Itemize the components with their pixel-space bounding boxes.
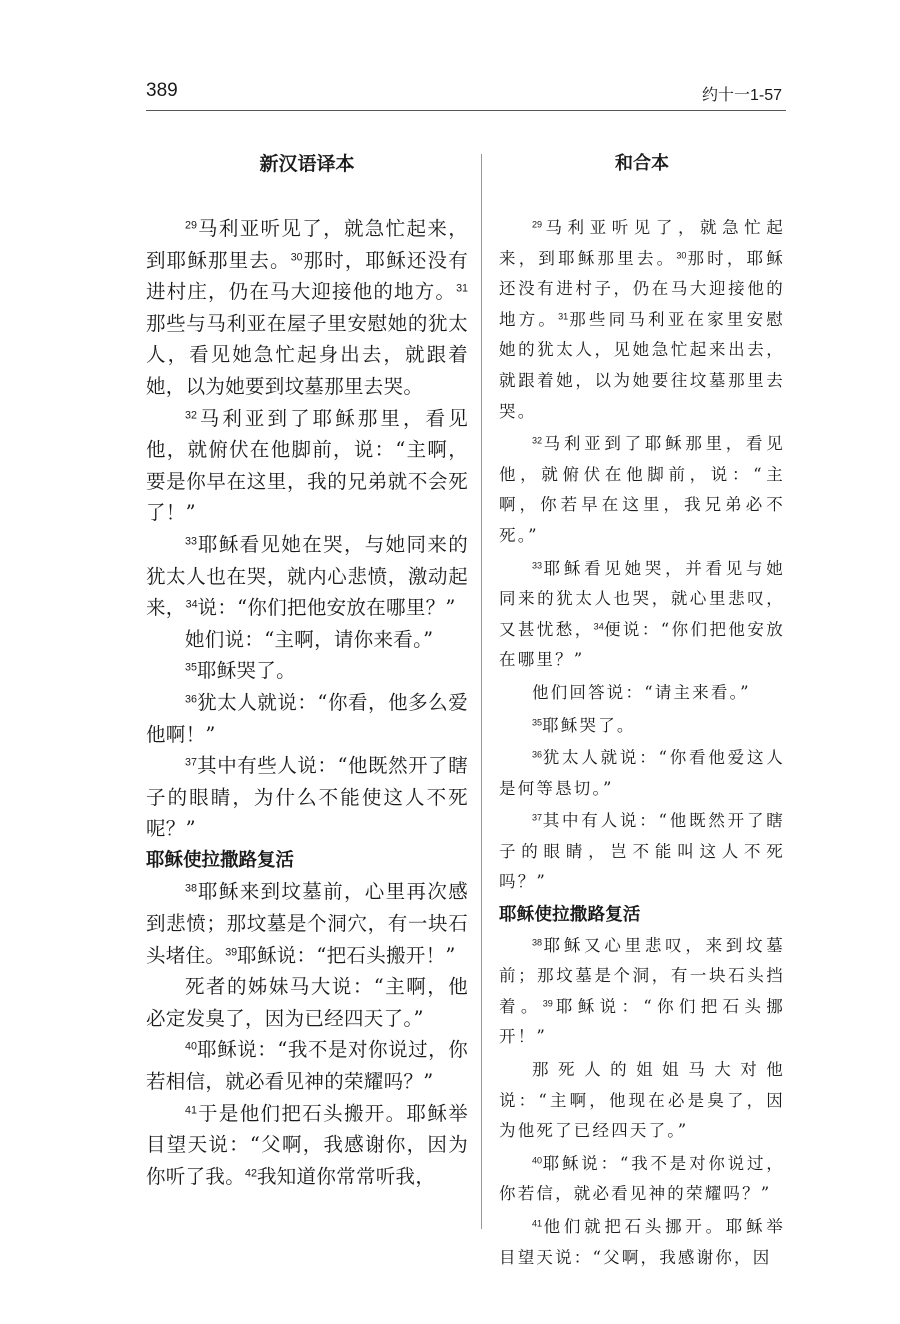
verse-text: 他们就把石头挪开。耶稣举目望天说：“父啊，我感谢你，因	[499, 1217, 785, 1267]
verse-paragraph	[146, 529, 468, 624]
verse-text: 那时，耶稣还没有进村庄，仍在马大迎接他的地方。	[146, 248, 468, 304]
verse-number: 41	[185, 1103, 197, 1116]
verse-paragraph	[146, 750, 468, 845]
verse-paragraph: 她们说：“主啊，请你来看。”	[185, 627, 434, 651]
verse-paragraph	[499, 1149, 785, 1210]
verse-text: 马利亚听见了，就急忙起来，到耶稣那里去。	[499, 218, 785, 268]
verse-text: 耶稣说：“你们把石头挪开！”	[499, 996, 785, 1047]
verse-paragraph	[146, 403, 468, 529]
verse-number: 39	[225, 946, 238, 959]
verse-paragraph: 死者的姊妹马大说：“主啊，他必定发臭了，因为已经四天了。”	[146, 975, 468, 1030]
verse-text: 说：“你们把他安放在哪里？”	[197, 596, 456, 620]
verse-number: 29	[532, 219, 543, 230]
verse-paragraph	[146, 655, 468, 687]
verse-number: 34	[185, 598, 198, 611]
verse-number: 35	[185, 661, 197, 674]
verse-text: 那些与马利亚在屋子里安慰她的犹太人，看见她急忙起身出去，就跟着她，以为她要到坟墓那里去哭。	[146, 311, 468, 398]
verse-paragraph	[499, 213, 785, 427]
verse-number: 36	[185, 693, 197, 706]
verse-paragraph	[499, 554, 785, 676]
left-column-title: 新汉语译本	[259, 153, 355, 175]
verse-text: 我知道你常常听我，	[256, 1164, 436, 1188]
verse-text: 马利亚到了耶稣那里，看见他，就俯伏在他脚前，说：“主啊，要是你早在这里，我的兄弟就不会死了！”	[146, 406, 468, 525]
verse-text: 耶稣看见她哭，并看见与她同来的犹太人也哭，就心里悲叹，又甚忧愁，	[499, 558, 785, 639]
right-column	[499, 148, 785, 1275]
verse-number: 41	[532, 1218, 543, 1229]
verse-text: 耶稣又心里悲叹，来到坟墓前；那坟墓是个洞，有一块石头挡着。	[499, 935, 785, 1016]
verse-number: 31	[558, 311, 569, 322]
verse-paragraph	[146, 213, 468, 403]
verse-text: 耶稣看见她在哭，与她同来的犹太人也在哭，就内心悲愤，激动起来，	[146, 532, 468, 620]
left-column	[146, 148, 468, 1192]
verse-number: 37	[532, 812, 543, 823]
verse-text: 犹太人就说：“你看，他多么爱他啊！”	[146, 690, 468, 746]
verse-text: 于是他们把石头搬开。耶稣举目望天说：“父啊，我感谢你，因为你听了我。	[146, 1101, 468, 1188]
verse-text: 犹太人就说：“你看他爱这人是何等恳切。”	[499, 748, 785, 798]
verse-paragraph	[499, 743, 785, 804]
page-number: 389	[146, 80, 178, 101]
verse-text: 马利亚听见了，就急忙起来，到耶稣那里去。	[146, 217, 468, 272]
verse-text: 便说：“你们把他安放在哪里？”	[499, 619, 785, 670]
verse-text: 其中有些人说：“他既然开了瞎子的眼睛，为什么不能使这人不死呢？”	[146, 754, 468, 841]
verse-text: 耶稣哭了。	[196, 659, 296, 683]
verse-paragraph	[146, 1034, 468, 1097]
verse-number: 29	[185, 219, 197, 232]
verse-text: 那时，耶稣还没有进村子，仍在马大迎接他的地方。	[499, 248, 786, 329]
verse-paragraph	[499, 806, 785, 898]
verse-number: 33	[532, 559, 543, 570]
verse-paragraph	[146, 687, 468, 750]
verse-paragraph	[499, 1212, 785, 1273]
verse-number: 30	[676, 249, 687, 260]
verse-number: 32	[532, 435, 543, 446]
verse-text: 耶稣说：“我不是对你说过，你若相信，就必看见神的荣耀吗？”	[146, 1038, 468, 1094]
verse-number: 40	[532, 1155, 543, 1166]
verse-number: 32	[185, 408, 197, 421]
verse-text: 那些同马利亚在家里安慰她的犹太人，见她急忙起来出去，就跟着她，以为她要往坟墓那里去哭。	[499, 309, 785, 421]
section-heading: 耶稣使拉撒路复活	[146, 849, 295, 871]
section-heading: 耶稣使拉撒路复活	[499, 905, 641, 926]
verse-number: 34	[593, 621, 604, 632]
verse-number: 42	[245, 1167, 257, 1180]
right-column-title: 和合本	[615, 153, 669, 174]
verse-number: 38	[532, 937, 543, 948]
verse-number: 39	[542, 998, 553, 1009]
verse-text: 其中有人说：“他既然开了瞎子的眼睛，岂不能叫这人不死吗？”	[499, 811, 785, 892]
verse-text: 马利亚到了耶稣那里，看见他，就俯伏在他脚前，说：“主啊，你若早在这里，我兄弟必不死。”	[499, 434, 785, 545]
verse-text: 耶稣来到坟墓前，心里再次感到悲愤；那坟墓是个洞穴，有一块石头堵住。	[146, 880, 468, 967]
verse-number: 35	[532, 716, 543, 727]
page-header	[146, 78, 786, 111]
verse-text: 耶稣哭了。	[542, 715, 636, 735]
verse-text: 耶稣说：“把石头搬开！”	[237, 943, 456, 967]
verse-number: 38	[185, 882, 197, 895]
verse-paragraph	[499, 711, 785, 742]
verse-paragraph	[499, 931, 785, 1053]
verse-number: 40	[185, 1040, 197, 1053]
verse-number: 30	[290, 250, 303, 263]
verse-paragraph: 那死人的姐姐马大对他说：“主啊，他现在必是臭了，因为他死了已经四天了。”	[499, 1060, 785, 1141]
verse-paragraph: 他们回答说：“请主来看。”	[532, 682, 751, 702]
verse-paragraph	[146, 1098, 468, 1193]
verse-number: 31	[456, 282, 468, 295]
running-head-reference: 约十一1-57	[701, 87, 782, 104]
verse-number: 37	[185, 756, 197, 769]
column-divider	[481, 154, 482, 1229]
verse-paragraph	[499, 429, 785, 551]
verse-paragraph	[146, 876, 468, 971]
verse-text: 耶稣说：“我不是对你说过，你若信，就必看见神的荣耀吗？”	[499, 1153, 785, 1204]
verse-number: 36	[532, 749, 543, 760]
verse-number: 33	[185, 535, 197, 548]
